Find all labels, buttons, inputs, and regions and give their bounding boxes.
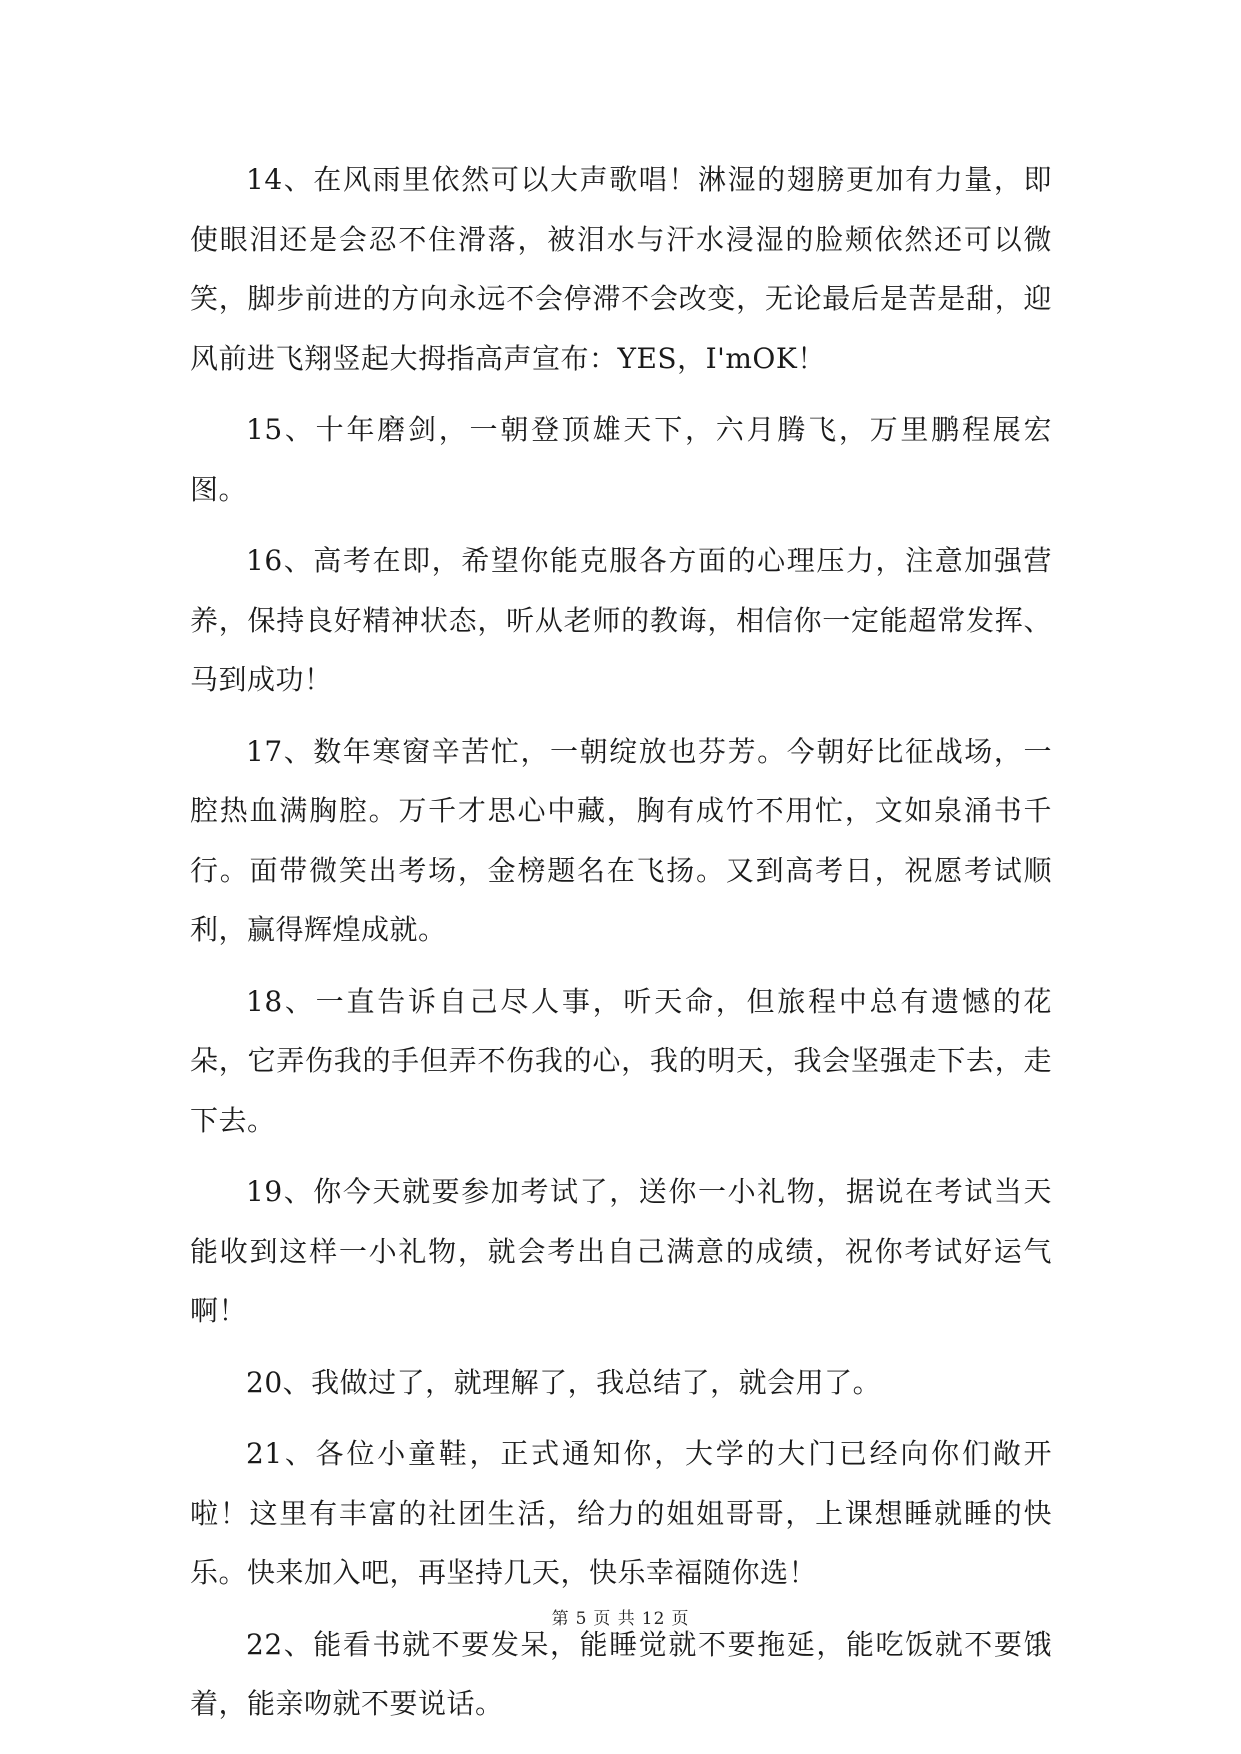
paragraph-14: 14、在风雨里依然可以大声歌唱！淋湿的翅膀更加有力量，即使眼泪还是会忍不住滑落，被泪水与汗水浸湿的脸颊依然还可以微笑，脚步前进的方向永远不会停滞不会改变，无论最后是苦是甜，迎风前进飞翔竖起大拇指高声宣布：YES，I'mOK！ (190, 163, 1052, 375)
paragraph-16: 16、高考在即，希望你能克服各方面的心理压力，注意加强营养，保持良好精神状态，听从老师的教诲，相信你一定能超常发挥、马到成功！ (190, 544, 1052, 696)
footer-suffix: 页 (671, 1609, 690, 1629)
paragraph-18: 18、一直告诉自己尽人事，听天命，但旅程中总有遗憾的花朵，它弄伤我的手但弄不伤我的心，我的明天，我会坚强走下去，走下去。 (190, 984, 1052, 1137)
footer-current-page: 5 (575, 1609, 588, 1629)
footer-prefix: 第 (551, 1609, 570, 1629)
paragraph-17: 17、数年寒窗辛苦忙，一朝绽放也芬芳。今朝好比征战场，一腔热血满胸腔。万千才思心中藏，胸有成竹不用忙，文如泉涌书千行。面带微笑出考场，金榜题名在飞扬。又到高考日，祝愿考试顺利，赢得辉煌成就。 (190, 734, 1052, 946)
paragraph-21: 21、各位小童鞋，正式通知你，大学的大门已经向你们敞开啦！这里有丰富的社团生活，给力的姐姐哥哥，上课想睡就睡的快乐。快来加入吧，再坚持几天，快乐幸福随你选！ (190, 1437, 1052, 1589)
footer-total-pages: 12 (641, 1609, 666, 1629)
paragraph-15: 15、十年磨剑，一朝登顶雄天下，六月腾飞，万里鹏程展宏图。 (190, 413, 1052, 506)
page-body (190, 150, 1052, 1746)
page-footer (0, 1604, 1241, 1629)
paragraph-19: 19、你今天就要参加考试了，送你一小礼物，据说在考试当天能收到这样一小礼物，就会考出自己满意的成绩，祝你考试好运气啊！ (190, 1175, 1052, 1327)
paragraph-20: 20、我做过了，就理解了，我总结了，就会用了。 (246, 1365, 882, 1399)
footer-middle: 页 共 (593, 1609, 636, 1629)
paragraph-22: 22、能看书就不要发呆，能睡觉就不要拖延，能吃饭就不要饿着，能亲吻就不要说话。 (190, 1627, 1052, 1720)
